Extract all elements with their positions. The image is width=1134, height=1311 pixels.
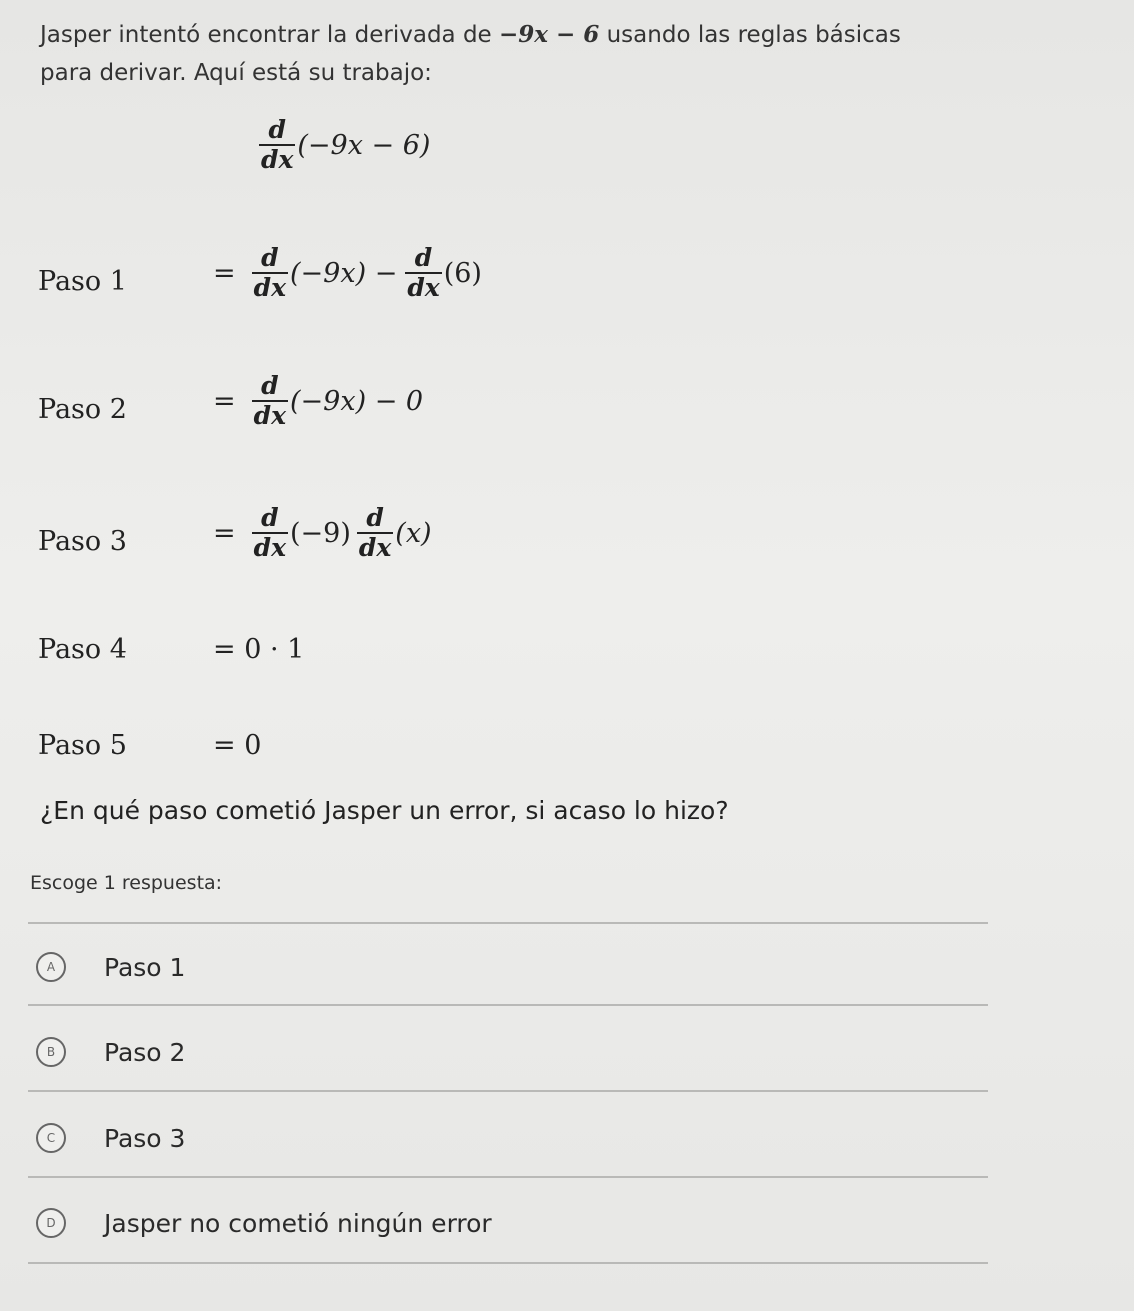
derivative-d: d [366,503,384,532]
derivative-dx: dx [261,145,294,174]
problem-line-1 [40,16,1040,54]
choose-answer-label: Escoge 1 respuesta: [30,872,223,894]
option-label: Paso 2 [104,1037,186,1067]
step-5-expression: = 0 [213,730,262,761]
derivative-d: d [261,371,279,400]
step-1-term-2: (6) [443,257,482,289]
equals-sign: = [213,257,236,289]
option-label: Paso 1 [104,952,186,982]
derivative-operator [357,504,393,562]
option-a[interactable] [36,937,976,997]
derivative-dx: dx [253,401,287,430]
step-3-label: Paso 3 [38,526,127,557]
radio-circle-icon[interactable] [36,1037,66,1067]
radio-circle-icon[interactable] [36,1123,66,1153]
option-letter: C [46,1131,56,1145]
option-letter: B [46,1045,56,1059]
step-4-label: Paso 4 [38,634,127,665]
derivative-d: d [268,115,286,144]
step-3-term-2: (x) [395,517,432,549]
step-4-expression: = 0 · 1 [213,634,305,665]
option-divider [28,922,988,924]
derivative-dx: dx [358,533,392,562]
problem-text-start: Jasper intentó encontrar la derivada de [40,22,500,48]
equals-sign: = [213,385,236,417]
derivative-d: d [261,503,279,532]
step-5-label: Paso 5 [38,730,127,761]
derivative-d: d [261,243,279,272]
step-3-term-1: (−9) [290,517,351,549]
option-label: Paso 3 [104,1123,186,1153]
problem-text-end: usando las reglas básicas [599,22,901,48]
radio-circle-icon[interactable] [36,1208,66,1238]
step-2-label: Paso 2 [38,394,127,425]
derivative-d: d [414,243,433,272]
option-letter: D [46,1216,56,1230]
step-1-term-1: (−9x) − [290,257,398,289]
step-3-expression [213,504,432,562]
option-d[interactable] [36,1193,976,1253]
initial-expression: (−9x − 6) [297,129,431,161]
radio-circle-icon[interactable] [36,952,66,982]
initial-derivative-expression [257,116,430,174]
derivative-dx: dx [253,273,287,302]
option-divider [28,1262,988,1264]
equals-sign: = [213,517,236,549]
step-1-label: Paso 1 [38,266,127,297]
option-divider [28,1090,988,1092]
step-1-expression [213,244,482,302]
option-divider [28,1004,988,1006]
derivative-operator [259,116,295,174]
step-2-term: (−9x) − 0 [290,385,424,417]
derivative-operator [252,372,288,430]
option-c[interactable] [36,1108,976,1168]
derivative-operator [252,504,288,562]
question-text: ¿En qué paso cometió Jasper un error, si acaso lo hizo? [40,796,729,825]
option-divider [28,1176,988,1178]
derivative-dx: dx [407,273,440,302]
problem-expression: −9x − 6 [499,21,600,48]
derivative-operator [252,244,288,302]
problem-line-2: para derivar. Aquí está su trabajo: [40,60,432,86]
option-letter: A [46,960,56,974]
option-b[interactable] [36,1022,976,1082]
step-2-expression [213,372,423,430]
option-label: Jasper no cometió ningún error [104,1208,492,1238]
problem-statement [40,16,1040,92]
derivative-dx: dx [253,533,287,562]
derivative-operator [405,244,441,302]
